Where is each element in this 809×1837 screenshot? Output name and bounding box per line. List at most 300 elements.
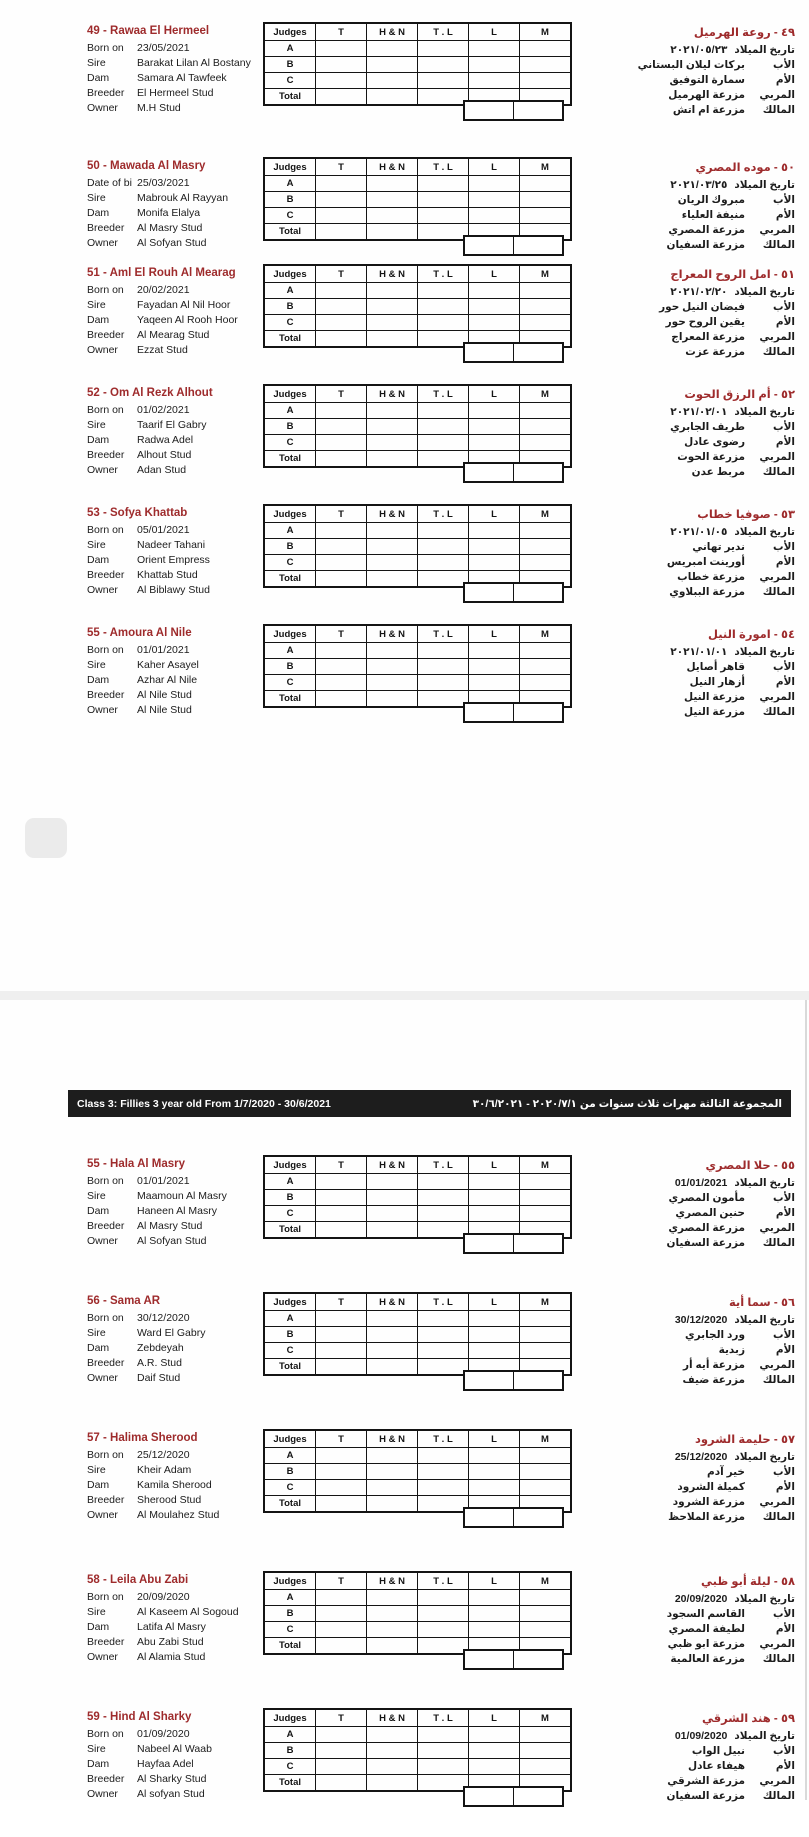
birth-row-ar-label: تاريخ الميلاد	[734, 286, 795, 298]
judges-table-row	[264, 57, 571, 73]
score-cell	[418, 571, 469, 588]
score-cell	[520, 1590, 572, 1606]
entry-info-en	[87, 1295, 265, 1386]
birth-row-en	[87, 1448, 265, 1463]
final-score-cell	[465, 584, 514, 601]
judges-score-table	[263, 1708, 572, 1792]
judges-table-row	[264, 1743, 571, 1759]
score-cell	[367, 176, 418, 192]
judge-row-label: Total	[264, 331, 316, 348]
sire-row-en-value: Mabrouk Al Rayyan	[137, 192, 229, 204]
dam-row-ar	[565, 1622, 795, 1637]
score-cell	[469, 41, 520, 57]
entry-title-en: 58 - Leila Abu Zabi	[87, 1574, 189, 1586]
birth-row-en-label: Born on	[87, 644, 124, 656]
judges-table-header-cell: T	[316, 1430, 367, 1448]
birth-row-en	[87, 283, 265, 298]
owner-row-en-label: Owner	[87, 1509, 118, 1521]
owner-row-ar	[565, 705, 795, 720]
owner-row-ar-value: مزرعة النيل	[683, 706, 745, 718]
score-cell	[316, 1727, 367, 1743]
birth-row-ar-label: تاريخ الميلاد	[734, 1730, 795, 1742]
owner-row-en	[87, 703, 265, 718]
owner-row-en	[87, 1650, 265, 1665]
sire-row-en-label: Sire	[87, 1606, 106, 1618]
score-cell	[316, 315, 367, 331]
score-cell	[367, 1174, 418, 1190]
sire-row-ar	[565, 1607, 795, 1622]
final-score-box	[463, 702, 564, 723]
judge-row-label: B	[264, 1190, 316, 1206]
breeder-row-en-label: Breeder	[87, 1636, 125, 1648]
sire-row-ar	[565, 420, 795, 435]
score-cell	[469, 1174, 520, 1190]
score-cell	[520, 1343, 572, 1359]
birth-row-en-label: Born on	[87, 404, 124, 416]
judges-table-row	[264, 1327, 571, 1343]
score-cell	[367, 224, 418, 241]
score-cell	[418, 1174, 469, 1190]
score-cell	[469, 299, 520, 315]
score-cell	[367, 419, 418, 435]
dam-row-en-value: Monifa Elalya	[137, 207, 201, 219]
score-cell	[367, 331, 418, 348]
dam-row-en	[87, 71, 265, 86]
breeder-row-en-value: Sherood Stud	[137, 1494, 202, 1506]
birth-row-ar	[565, 178, 795, 193]
judges-table-row	[264, 1343, 571, 1359]
class-header-ar: المجموعة الثالثة مهرات ثلاث سنوات من ٢٠٢٠/٧/١ - ٣٠/٦/٢٠٢١	[472, 1097, 782, 1110]
judges-score-table	[263, 384, 572, 468]
judges-score-table	[263, 1292, 572, 1376]
score-cell	[316, 1343, 367, 1359]
breeder-row-ar-label: المربي	[759, 1496, 795, 1508]
birth-row-en-label: Born on	[87, 1175, 124, 1187]
score-cell	[316, 299, 367, 315]
entry-title-en: 55 - Amoura Al Nile	[87, 627, 192, 639]
score-cell	[520, 283, 572, 299]
dam-row-ar-value: حنين المصري	[675, 1207, 745, 1219]
judge-row-label: A	[264, 643, 316, 659]
judges-table-header-cell: Judges	[264, 385, 316, 403]
owner-row-en-label: Owner	[87, 344, 118, 356]
birth-row-en-value: 01/09/2020	[137, 1728, 190, 1740]
birth-row-en	[87, 41, 265, 56]
dam-row-en	[87, 313, 265, 328]
entry-title-ar: ٥٩ - هند الشرقي	[701, 1713, 795, 1725]
judges-table-header-cell: H & N	[367, 23, 418, 41]
entry-info-en	[87, 267, 265, 358]
breeder-row-ar-label: المربي	[759, 1638, 795, 1650]
dam-row-en	[87, 553, 265, 568]
birth-row-en	[87, 176, 265, 191]
judges-table-row	[264, 643, 571, 659]
birth-row-en-value: 20/09/2020	[137, 1591, 190, 1603]
score-cell	[418, 1622, 469, 1638]
judge-row-label: C	[264, 1480, 316, 1496]
score-cell	[418, 299, 469, 315]
sire-row-ar-label: الأب	[773, 1192, 795, 1204]
judges-table-row	[264, 1206, 571, 1222]
judge-row-label: B	[264, 1743, 316, 1759]
breeder-row-ar-value: مزرعة ابو ظبي	[667, 1638, 745, 1650]
owner-row-ar-value: مزرعة ضيف	[682, 1374, 745, 1386]
breeder-row-en	[87, 1356, 265, 1371]
judges-table-row	[264, 176, 571, 192]
sire-row-en-label: Sire	[87, 299, 106, 311]
dam-row-ar-label: الأم	[775, 676, 795, 688]
breeder-row-ar-label: المربي	[759, 1775, 795, 1787]
score-cell	[520, 208, 572, 224]
judge-row-label: A	[264, 523, 316, 539]
judges-table-row	[264, 1480, 571, 1496]
score-cell	[418, 176, 469, 192]
score-cell	[418, 208, 469, 224]
judges-score-table	[263, 1155, 572, 1239]
score-cell	[418, 675, 469, 691]
dam-row-ar	[565, 1759, 795, 1774]
score-cell	[418, 1727, 469, 1743]
score-cell	[418, 643, 469, 659]
birth-row-ar-value: 20/09/2020	[674, 1593, 728, 1605]
judges-table-row	[264, 435, 571, 451]
judges-table-header-cell: L	[469, 23, 520, 41]
birth-row-en-label: Born on	[87, 1591, 124, 1603]
owner-row-en-label: Owner	[87, 464, 118, 476]
entry-title-ar: ٥٦ - سما أية	[728, 1297, 795, 1309]
birth-row-en-value: 01/01/2021	[137, 1175, 190, 1187]
score-cell	[520, 419, 572, 435]
final-score-cell	[514, 1788, 562, 1805]
score-cell	[469, 283, 520, 299]
breeder-row-en	[87, 1635, 265, 1650]
entry-info-ar	[565, 267, 795, 360]
score-cell	[316, 643, 367, 659]
entry-info-ar	[565, 25, 795, 118]
score-cell	[316, 331, 367, 348]
owner-row-en	[87, 236, 265, 251]
breeder-row-ar-label: المربي	[759, 89, 795, 101]
sire-row-en	[87, 1463, 265, 1478]
judge-row-label: A	[264, 41, 316, 57]
entry-title-ar: ٥٢ - أم الرزق الحوت	[684, 389, 795, 401]
dam-row-ar-label: الأم	[775, 1481, 795, 1493]
judges-table-header-cell: T . L	[418, 1572, 469, 1590]
judges-table-row	[264, 555, 571, 571]
score-cell	[418, 1343, 469, 1359]
score-cell	[367, 1743, 418, 1759]
entry-title-ar: ٥٧ - حليمة الشرود	[695, 1434, 795, 1446]
score-cell	[520, 643, 572, 659]
judges-table-header-cell: H & N	[367, 1709, 418, 1727]
score-cell	[367, 1638, 418, 1655]
birth-row-ar-label: تاريخ الميلاد	[734, 526, 795, 538]
birth-row-en-value: 25/03/2021	[137, 177, 190, 189]
score-cell	[469, 1606, 520, 1622]
judges-table-header-cell: T . L	[418, 1293, 469, 1311]
judge-row-label: C	[264, 1206, 316, 1222]
judge-row-label: C	[264, 1622, 316, 1638]
birth-row-ar	[565, 1313, 795, 1328]
judges-score-table	[263, 157, 572, 241]
score-cell	[316, 419, 367, 435]
score-cell	[316, 208, 367, 224]
breeder-row-en	[87, 86, 265, 101]
birth-row-ar-label: تاريخ الميلاد	[734, 1177, 795, 1189]
dam-row-en-label: Dam	[87, 1479, 110, 1491]
score-cell	[367, 1606, 418, 1622]
dam-row-ar-value: رضوى عادل	[684, 436, 745, 448]
judge-row-label: Total	[264, 571, 316, 588]
dam-row-ar-value: أورينت امبريس	[666, 556, 745, 568]
breeder-row-ar	[565, 223, 795, 238]
final-score-cell	[514, 1372, 562, 1389]
judge-row-label: A	[264, 1590, 316, 1606]
owner-row-en-value: Adan Stud	[137, 464, 187, 476]
breeder-row-ar-label: المربي	[759, 1359, 795, 1371]
sire-row-en-value: Kaher Asayel	[137, 659, 199, 671]
judges-table-header-cell: Judges	[264, 505, 316, 523]
birth-row-en	[87, 1311, 265, 1326]
owner-row-ar-value: مزرعة الببلاوي	[669, 586, 745, 598]
judge-row-label: A	[264, 1448, 316, 1464]
score-cell	[367, 571, 418, 588]
judges-table-header-cell: H & N	[367, 1430, 418, 1448]
score-cell	[418, 1759, 469, 1775]
entry-info-en	[87, 1574, 265, 1665]
judges-table-header-row	[264, 385, 571, 403]
judges-table-header-cell: M	[520, 625, 572, 643]
judges-table-header-cell: M	[520, 1430, 572, 1448]
owner-row-ar	[565, 1510, 795, 1525]
birth-row-en-value: 01/01/2021	[137, 644, 190, 656]
judges-table-header-row	[264, 1430, 571, 1448]
breeder-row-ar-value: مزرعة المعراج	[671, 331, 745, 343]
final-score-cell	[514, 1651, 562, 1668]
breeder-row-ar	[565, 690, 795, 705]
judges-table-row	[264, 1759, 571, 1775]
judges-table-row	[264, 1448, 571, 1464]
score-cell	[469, 1464, 520, 1480]
sire-row-en	[87, 418, 265, 433]
judges-table-header-row	[264, 625, 571, 643]
sire-row-en	[87, 1742, 265, 1757]
score-cell	[469, 1743, 520, 1759]
sire-row-ar-value: ورد الجابري	[684, 1329, 745, 1341]
breeder-row-ar-value: مزرعة المصري	[668, 224, 745, 236]
final-score-cell	[514, 237, 562, 254]
score-cell	[316, 1311, 367, 1327]
score-cell	[367, 523, 418, 539]
owner-row-ar	[565, 103, 795, 118]
dam-row-en-label: Dam	[87, 314, 110, 326]
owner-row-ar-value: مربط عدن	[691, 466, 745, 478]
breeder-row-ar-label: المربي	[759, 331, 795, 343]
dam-row-ar	[565, 1206, 795, 1221]
score-cell	[367, 1727, 418, 1743]
score-cell	[316, 192, 367, 208]
dam-row-ar-label: الأم	[775, 436, 795, 448]
owner-row-ar-label: المالك	[762, 1374, 795, 1386]
horse-entry	[0, 1158, 809, 1284]
owner-row-ar-label: المالك	[762, 239, 795, 251]
dam-row-ar	[565, 555, 795, 570]
birth-row-en-label: Born on	[87, 1728, 124, 1740]
score-cell	[469, 1622, 520, 1638]
entry-info-ar	[565, 1432, 795, 1525]
score-cell	[367, 1222, 418, 1239]
entry-info-en	[87, 160, 265, 251]
sire-row-en-label: Sire	[87, 419, 106, 431]
judge-row-label: C	[264, 315, 316, 331]
dam-row-en-label: Dam	[87, 674, 110, 686]
dam-row-en-label: Dam	[87, 1205, 110, 1217]
score-cell	[520, 41, 572, 57]
judges-score-table	[263, 264, 572, 348]
sire-row-en	[87, 1605, 265, 1620]
score-cell	[469, 176, 520, 192]
score-cell	[469, 675, 520, 691]
owner-row-en-label: Owner	[87, 704, 118, 716]
score-cell	[418, 1775, 469, 1792]
birth-row-en-value: 20/02/2021	[137, 284, 190, 296]
dam-row-en-label: Dam	[87, 1342, 110, 1354]
score-cell	[418, 1222, 469, 1239]
score-cell	[367, 435, 418, 451]
owner-row-en-label: Owner	[87, 1372, 118, 1384]
sire-row-ar	[565, 1191, 795, 1206]
score-cell	[316, 1480, 367, 1496]
dam-row-ar-value: هيفاء عادل	[688, 1760, 745, 1772]
judges-table-header-row	[264, 1156, 571, 1174]
owner-row-ar-value: مزرعة السفيان	[666, 239, 745, 251]
entry-title-en: 50 - Mawada Al Masry	[87, 160, 206, 172]
sire-row-en-value: Ward El Gabry	[137, 1327, 206, 1339]
judges-score-table	[263, 22, 572, 106]
birth-row-ar-label: تاريخ الميلاد	[734, 1593, 795, 1605]
sire-row-ar	[565, 1744, 795, 1759]
judge-row-label: A	[264, 1311, 316, 1327]
judge-row-label: Total	[264, 224, 316, 241]
breeder-row-ar	[565, 450, 795, 465]
score-cell	[418, 1448, 469, 1464]
dam-row-en-label: Dam	[87, 207, 110, 219]
owner-row-en-label: Owner	[87, 102, 118, 114]
owner-row-ar-label: المالك	[762, 466, 795, 478]
sire-row-en-value: Al Kaseem Al Sogoud	[137, 1606, 239, 1618]
judge-row-label: C	[264, 1759, 316, 1775]
score-cell	[520, 435, 572, 451]
score-cell	[367, 675, 418, 691]
owner-row-en	[87, 343, 265, 358]
entry-info-en	[87, 507, 265, 598]
entry-title-en: 57 - Halima Sherood	[87, 1432, 198, 1444]
score-cell	[316, 1606, 367, 1622]
judges-table-row	[264, 192, 571, 208]
owner-row-ar-label: المالك	[762, 586, 795, 598]
owner-row-en-label: Owner	[87, 237, 118, 249]
score-cell	[469, 1327, 520, 1343]
final-score-cell	[465, 464, 514, 481]
judge-row-label: Total	[264, 1222, 316, 1239]
judges-table-header-cell: H & N	[367, 385, 418, 403]
score-cell	[367, 1590, 418, 1606]
judges-table-header-cell: M	[520, 265, 572, 283]
score-cell	[367, 1343, 418, 1359]
judges-table-header-cell: H & N	[367, 1293, 418, 1311]
score-cell	[367, 1327, 418, 1343]
judges-table-header-cell: L	[469, 1572, 520, 1590]
score-cell	[418, 659, 469, 675]
dam-row-ar-label: الأم	[775, 74, 795, 86]
sire-row-en	[87, 658, 265, 673]
judges-table-header-cell: L	[469, 625, 520, 643]
sire-row-en-value: Taarif El Gabry	[137, 419, 207, 431]
birth-row-ar	[565, 43, 795, 58]
breeder-row-en-value: Al Sharky Stud	[137, 1773, 207, 1785]
final-score-box	[463, 342, 564, 363]
owner-row-ar-label: المالك	[762, 1511, 795, 1523]
sire-row-en-label: Sire	[87, 192, 106, 204]
horse-entry	[0, 627, 809, 753]
birth-row-ar	[565, 285, 795, 300]
entry-title-en: 55 - Hala Al Masry	[87, 1158, 186, 1170]
owner-row-en-label: Owner	[87, 584, 118, 596]
score-cell	[469, 192, 520, 208]
judge-row-label: A	[264, 1727, 316, 1743]
score-cell	[316, 1222, 367, 1239]
breeder-row-ar	[565, 1637, 795, 1652]
breeder-row-ar-value: مزرعة خطاب	[677, 571, 745, 583]
final-score-cell	[465, 1372, 514, 1389]
judges-table-header-cell: L	[469, 1709, 520, 1727]
judge-row-label: C	[264, 208, 316, 224]
entry-info-en	[87, 1711, 265, 1802]
judges-table-header-cell: T	[316, 505, 367, 523]
judges-table-row	[264, 1606, 571, 1622]
owner-row-en	[87, 1234, 265, 1249]
score-cell	[367, 73, 418, 89]
horse-entry	[0, 1432, 809, 1558]
final-score-box	[463, 235, 564, 256]
score-cell	[367, 208, 418, 224]
score-cell	[469, 208, 520, 224]
final-score-box	[463, 582, 564, 603]
breeder-row-ar-value: مزرعة الشرقي	[667, 1775, 745, 1787]
final-score-cell	[514, 704, 562, 721]
owner-row-ar-label: المالك	[762, 346, 795, 358]
dam-row-ar-label: الأم	[775, 316, 795, 328]
birth-row-en-label: Born on	[87, 524, 124, 536]
judge-row-label: B	[264, 299, 316, 315]
sire-row-ar-label: الأب	[773, 1466, 795, 1478]
breeder-row-ar-label: المربي	[759, 691, 795, 703]
entry-title-en: 53 - Sofya Khattab	[87, 507, 188, 519]
dam-row-ar-value: زبدية	[718, 1344, 745, 1356]
score-cell	[418, 1638, 469, 1655]
score-cell	[520, 192, 572, 208]
dam-row-en	[87, 673, 265, 688]
dam-row-en-value: Latifa Al Masry	[137, 1621, 206, 1633]
score-cell	[520, 555, 572, 571]
score-cell	[316, 1496, 367, 1513]
judges-table-header-cell: T	[316, 265, 367, 283]
judge-row-label: C	[264, 675, 316, 691]
final-score-cell	[514, 1509, 562, 1526]
sire-row-en-value: Barakat Lilan Al Bostany	[137, 57, 251, 69]
birth-row-ar-value: 30/12/2020	[674, 1314, 728, 1326]
birth-row-ar-label: تاريخ الميلاد	[734, 1314, 795, 1326]
